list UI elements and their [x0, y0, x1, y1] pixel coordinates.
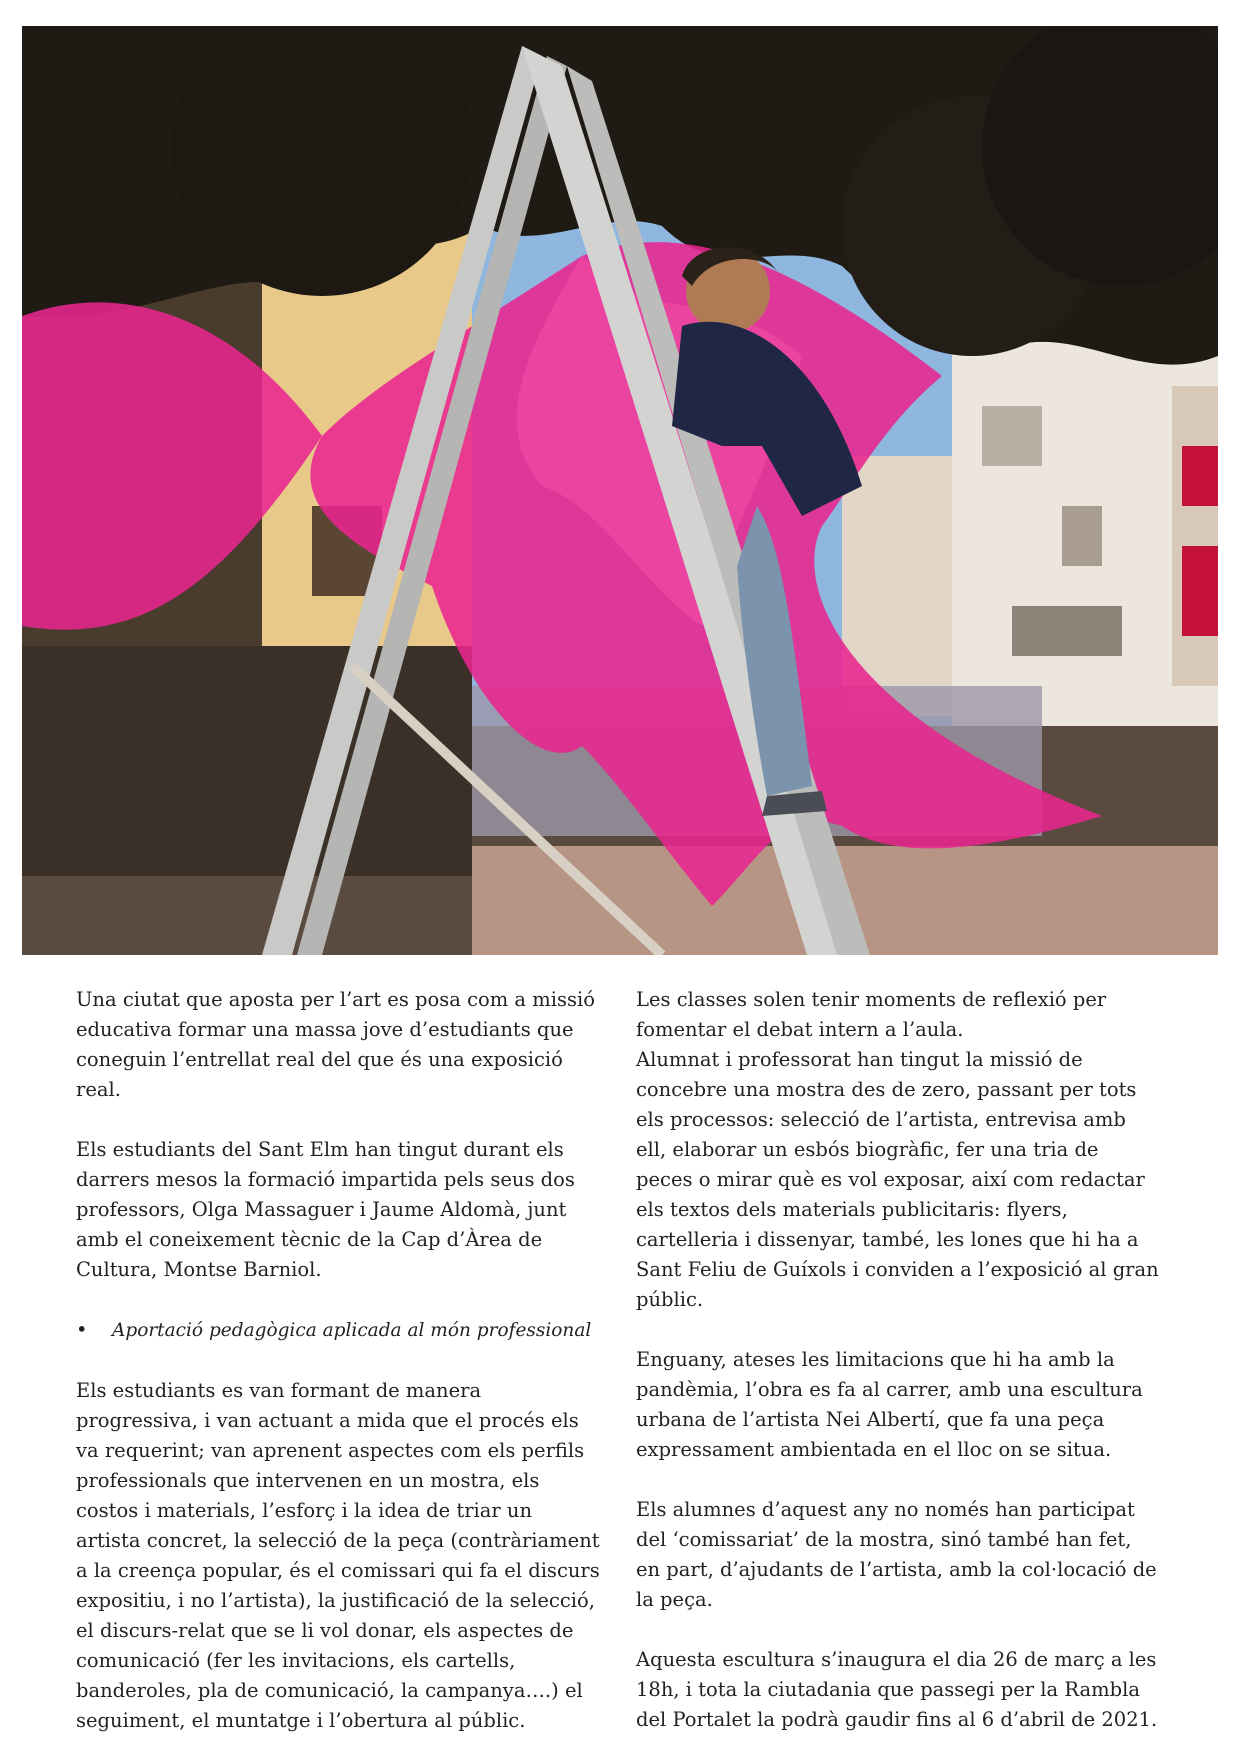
- paragraph: Alumnat i professorat han tingut la missió de concebre una mostra des de zero, passant per tots els processos: selecció de l’artista, entrevisa amb ell, elaborar un esbós biogràfic, fer una tria de peces o mirar què es vol exposar, així com redactar els textos dels materials publicitaris: flyers, cartelleria i dissenyar, també, les lones que hi ha a Sant Feliu de Guíxols i conviden a l’exposició al gran públic.: [636, 1048, 1159, 1311]
- bullet-icon: •: [76, 1318, 88, 1341]
- photo-artist-ladder-icon: [22, 26, 1218, 955]
- paragraph: Els estudiants del Sant Elm han tingut durant els darrers mesos la formació impartida pels seus dos professors, Olga Massaguer i Jaume Aldomà, junt amb el coneixement tècnic de la Cap d’Àrea de Cultura, Montse Barniol.: [76, 1138, 575, 1281]
- paragraph: Les classes solen tenir moments de reflexió per fomentar el debat intern a l’aula.: [636, 988, 1107, 1041]
- paragraph: Enguany, ateses les limitacions que hi ha amb la pandèmia, l’obra es fa al carrer, amb una escultura urbana de l’artista Nei Albertí, que fa una peça expressament ambientada en el lloc on se situa.: [636, 1348, 1143, 1461]
- paragraph: Els estudiants es van formant de manera progressiva, i van actuant a mida que el procés els va requerint; van aprenent aspectes com els perfils professionals que intervenen en un mostra, els costos i materials, l’esforç i la idea de triar un artista concret, la selecció de la peça (contràriament a la creença popular, és el comissari qui fa el discurs expositiu, i no l’artista), la justificació de la selecció, el discurs-relat que se li vol donar, els aspectes de comunicació (fer les invitacions, els cartells, banderoles, pla de comunicació, la campanya….) el seguiment, el muntatge i l’obertura al públic.: [76, 1379, 600, 1732]
- paragraph: Els alumnes d’aquest any no només han participat del ‘comissariat’ de la mostra, sinó també han fet, en part, d’ajudants de l’artista, amb la col·locació de la peça.: [636, 1498, 1157, 1611]
- paragraph: Una ciutat que aposta per l’art es posa com a missió educativa formar una massa jove d’estudiants que coneguin l’entrellat real del que és una exposició real.: [76, 988, 595, 1101]
- left-column: [76, 985, 600, 1736]
- bullet-heading-text: Aportació pedagògica aplicada al món professional: [112, 1320, 592, 1341]
- paragraph: Aquesta escultura s’inaugura el dia 26 de març a les 18h, i tota la ciutadania que passegi per la Rambla del Portalet la podrà gaudir fins al 6 d’abril de 2021.: [636, 1648, 1158, 1731]
- bullet-heading: [76, 1315, 600, 1346]
- hero-photo: [22, 26, 1218, 955]
- right-column: [636, 985, 1160, 1735]
